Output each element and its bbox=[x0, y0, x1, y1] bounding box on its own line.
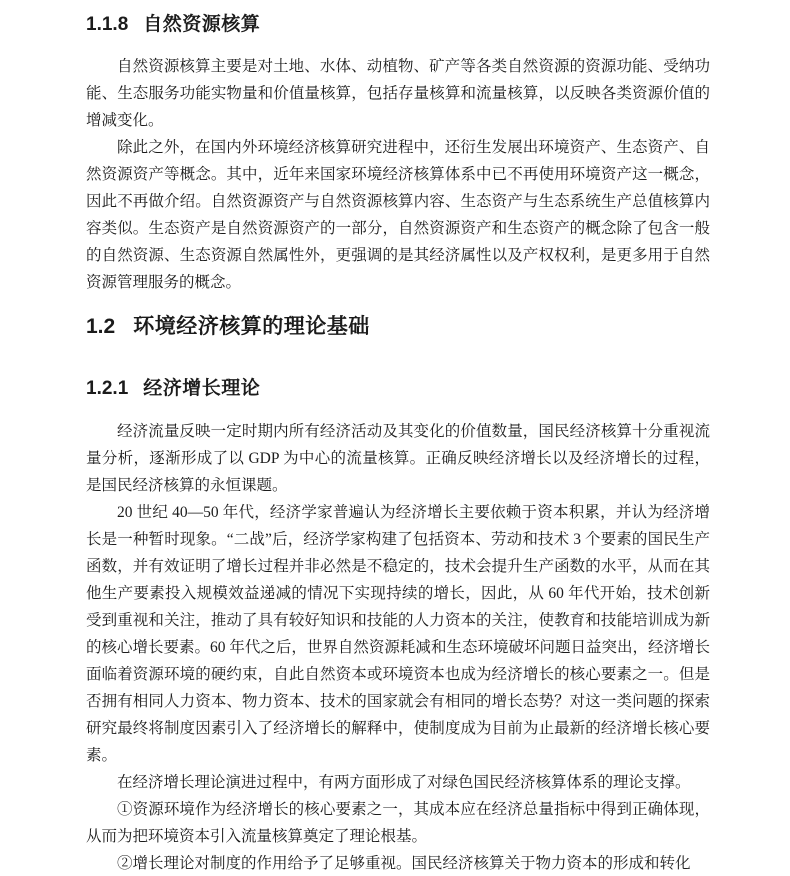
section-number: 1.2.1 bbox=[86, 378, 129, 399]
section-heading-1-1-8 bbox=[86, 12, 710, 38]
body-paragraph: 除此之外，在国内外环境经济核算研究进程中，还衍生发展出环境资产、生态资产、自然资源资产等概念。其中，近年来国家环境经济核算体系中已不再使用环境资产这一概念，因此不再做介绍。自然资源资产与自然资源核算内容、生态资产与生态系统生产总值核算内容类似。生态资产是自然资源资产的一部分，自然资源资产和生态资产的概念除了包含一般的自然资源、生态资源自然属性外，更强调的是其经济属性以及产权权利，是更多用于自然资源管理服务的概念。 bbox=[86, 139, 710, 291]
section-heading-1-2 bbox=[86, 312, 710, 342]
section-title: 自然资源核算 bbox=[143, 14, 261, 35]
body-paragraph: 20 世纪 40—50 年代，经济学家普遍认为经济增长主要依赖于资本积累，并认为经济增长是一种暂时现象。“二战”后，经济学家构建了包括资本、劳动和技术 3 个要素的国民生产函数，并有效证明了增长过程并非必然是不稳定的，技术会提升生产函数的水平，从而在其他生产要素投入规模效益递减的情况下实现持续的增长，因此，从 60 年代开始，技术创新受到重视和关注，推动了具有较好知识和技能的人力资本的关注，使教育和技能培训成为新的核心增长要素。60 年代之后，世界自然资源耗减和生态环境破坏问题日益突出，经济增长面临着资源环境的硬约束，自此自然资本或环境资本也成为经济增长的核心要素之一。但是否拥有相同人力资本、物力资本、技术的国家就会有相同的增长态势？对这一类问题的探索研究最终将制度因素引入了经济增长的解释中，使制度成为目前为止最新的经济增长核心要素。 bbox=[86, 504, 710, 764]
section-heading-1-2-1 bbox=[86, 376, 710, 402]
body-paragraph: ①资源环境作为经济增长的核心要素之一，其成本应在经济总量指标中得到正确体现，从而为把环境资本引入流量核算奠定了理论根基。 bbox=[86, 801, 710, 845]
section-title: 经济增长理论 bbox=[143, 378, 261, 399]
body-paragraph: 在经济增长理论演进过程中，有两方面形成了对绿色国民经济核算体系的理论支撑。 bbox=[117, 774, 691, 791]
section-title: 环境经济核算的理论基础 bbox=[133, 315, 370, 338]
body-paragraph: ②增长理论对制度的作用给予了足够重视。国民经济核算关于物力资本的形成和转化 bbox=[117, 855, 691, 872]
section-number: 1.1.8 bbox=[86, 14, 129, 35]
body-paragraph: 自然资源核算主要是对土地、水体、动植物、矿产等各类自然资源的资源功能、受纳功能、生态服务功能实物量和价值量核算，包括存量核算和流量核算，以反映各类资源价值的增减变化。 bbox=[86, 58, 710, 129]
section-number: 1.2 bbox=[86, 315, 116, 338]
body-paragraph: 经济流量反映一定时期内所有经济活动及其变化的价值数量，国民经济核算十分重视流量分析，逐渐形成了以 GDP 为中心的流量核算。正确反映经济增长以及经济增长的过程，是国民经济核算的永恒课题。 bbox=[86, 423, 710, 494]
